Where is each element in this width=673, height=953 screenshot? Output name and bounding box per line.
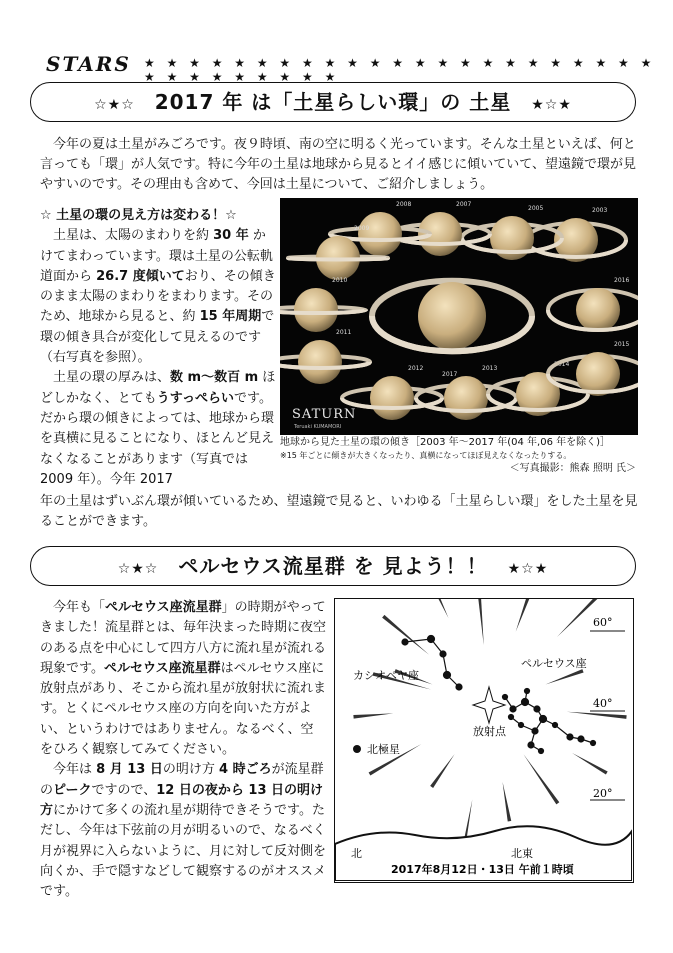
masthead-title: STARS bbox=[46, 52, 131, 76]
saturn-section-title: 2017 年 は「土星らしい環」の 土星 bbox=[154, 90, 512, 114]
saturn-year-label: 2016 bbox=[614, 277, 630, 284]
caption-line-1: 地球から見た土星の環の傾き［2003 年～2017 年(04 年,06 年を除く)］ bbox=[280, 437, 611, 448]
saturn-year-label: 2007 bbox=[456, 201, 472, 208]
saturn-year-label: 2008 bbox=[396, 201, 412, 208]
perseus-label: ペルセウス座 bbox=[521, 657, 587, 670]
meteor-streak bbox=[477, 599, 484, 645]
meteor-streak bbox=[516, 599, 531, 632]
banner-stars-left: ☆★☆ bbox=[94, 97, 135, 113]
perseid-text-column bbox=[40, 598, 326, 902]
chart-time-label: 2017年8月12日・13日 午前１時頃 bbox=[391, 863, 574, 876]
meteor-streak bbox=[545, 669, 583, 684]
saturn-conclusion-paragraph: 年の土星はずいぶん環が傾いているため、望遠鏡で見ると、いわゆる「土星らしい環」をした土星を見ることができます。 bbox=[40, 494, 638, 529]
perseid-star-chart bbox=[334, 598, 634, 883]
meteor-streak bbox=[430, 599, 449, 618]
cassiopeia-label: カシオペヤ座 bbox=[353, 669, 419, 682]
ring-orbit-paragraph: 土星は、太陽のまわりを約 30 年 かけてまわっています。環は土星の公転軌道面から 26.7 度傾いており、その傾きのまま太陽のまわりをまわります。そのため、地球から見ると、約 15 年周期で環の傾き具合が変化して見えるのです（右写真を参照）。 bbox=[40, 228, 276, 366]
meteor-streak bbox=[567, 712, 627, 719]
north-direction-label: 北 bbox=[351, 847, 362, 860]
saturn-year-label: 2014 bbox=[554, 361, 570, 368]
perseid-peak-paragraph: 今年は 8 月 13 日の明け方 4 時ごろが流星群のピークですので、12 日の夜から 13 日の明け方にかけて多くの流れ星が期待できそうです。ただし、今年は下弦前の月が明るいので、なるべく月が視界に入らないように、月に対して反対側を向くか、手で隠すなどして観察するのがオススメです。 bbox=[40, 762, 327, 900]
perseid-section-title: ペルセウス流星群 を 見よう！！ bbox=[178, 554, 488, 578]
meteor-streak bbox=[572, 753, 608, 775]
perseid-intro-paragraph: 今年も「ペルセウス座流星群」の時期がやってきました！流星群とは、毎年決まった時期に夜空のある点を中心にして四方八方に流れ星が流れる現象です。ペルセウス座流星群はペルセウス座に放射点があり、そこから流れ星が放射状に流れます。とくにペルセウス座の方向を向いた方がよい、というわけではありません。なるべく、空をひろく観察してみてください。 bbox=[40, 600, 327, 758]
saturn-photo-label: SATURN bbox=[292, 407, 357, 422]
saturn-year-label: 2017 bbox=[442, 371, 458, 378]
altitude-60-label: 60° bbox=[593, 616, 613, 629]
polaris-star-icon bbox=[353, 745, 361, 753]
meteor-streak bbox=[382, 615, 429, 655]
banner-stars-left: ☆★☆ bbox=[117, 561, 159, 577]
radiant-point-icon bbox=[473, 687, 505, 723]
ring-visibility-heading: ☆ 土星の環の見え方は変わる！☆ bbox=[40, 208, 237, 223]
star-chart-graphic bbox=[335, 599, 632, 881]
saturn-year-label: 2015 bbox=[614, 341, 630, 348]
saturn-intro-paragraph: 今年の夏は土星がみごろです。夜９時頃、南の空に明るく光っています。そんな土星といえば、何と言っても「環」が人気です。特に今年の土星は地球から見るとイイ感じに傾いていて、望遠鏡で環が見やすいのです。その理由も含めて、今回は土星について、ご紹介しましょう。 bbox=[40, 137, 637, 192]
saturn-year-label: 2010 bbox=[332, 277, 348, 284]
saturn-year-label: 2005 bbox=[528, 205, 544, 212]
saturn-year-label: 2011 bbox=[336, 329, 352, 336]
polaris-label: 北極星 bbox=[367, 743, 400, 756]
saturn-ring-tilt-photo bbox=[280, 198, 638, 435]
radiant-label: 放射点 bbox=[473, 725, 506, 738]
perseid-section-banner bbox=[30, 546, 636, 586]
saturn-year-label: 2009 bbox=[354, 225, 370, 232]
altitude-20-label: 20° bbox=[593, 787, 613, 800]
meteor-streak bbox=[503, 782, 512, 822]
meteor-streak bbox=[430, 754, 454, 788]
saturn-photo-graphic bbox=[280, 198, 638, 435]
saturn-photo-caption bbox=[280, 436, 636, 475]
banner-stars-right: ★☆★ bbox=[531, 97, 572, 113]
altitude-40-label: 40° bbox=[593, 697, 613, 710]
banner-stars-right: ★☆★ bbox=[507, 561, 549, 577]
saturn-year-label: 2013 bbox=[482, 365, 498, 372]
caption-line-2: ※15 年ごとに傾きが大きくなったり、真横になってほぼ見えなくなったりする。 bbox=[280, 451, 572, 460]
northeast-direction-label: 北東 bbox=[511, 847, 533, 860]
saturn-year-label: 2012 bbox=[408, 365, 424, 372]
saturn-photo-credit: Teruaki KUMAMORI bbox=[294, 424, 342, 430]
ring-thickness-paragraph: 土星の環の厚みは、数 m～数百 m ほどしかなく、とてもうすっぺらいです。だから環の傾きによっては、地球から環を真横に見ることになり、ほとんど見えなくなることがあります（写真では 2009 年）。今年 2017 bbox=[40, 370, 276, 487]
saturn-section-banner bbox=[30, 82, 636, 122]
meteor-streak bbox=[353, 713, 393, 718]
masthead-star-row: ★ ★ ★ ★ ★ ★ ★ ★ ★ ★ ★ ★ ★ ★ ★ ★ ★ ★ ★ ★ ★ ★ ★ ★ ★ ★ ★ ★ ★ ★ ★ ★ bbox=[144, 56, 656, 84]
caption-credit: ＜写真撮影：熊森 照明 氏＞ bbox=[509, 463, 636, 474]
perseus-constellation bbox=[503, 689, 596, 754]
saturn-year-label: 2003 bbox=[592, 207, 608, 214]
meteor-streak bbox=[523, 754, 559, 804]
saturn-ring-column bbox=[40, 208, 276, 490]
